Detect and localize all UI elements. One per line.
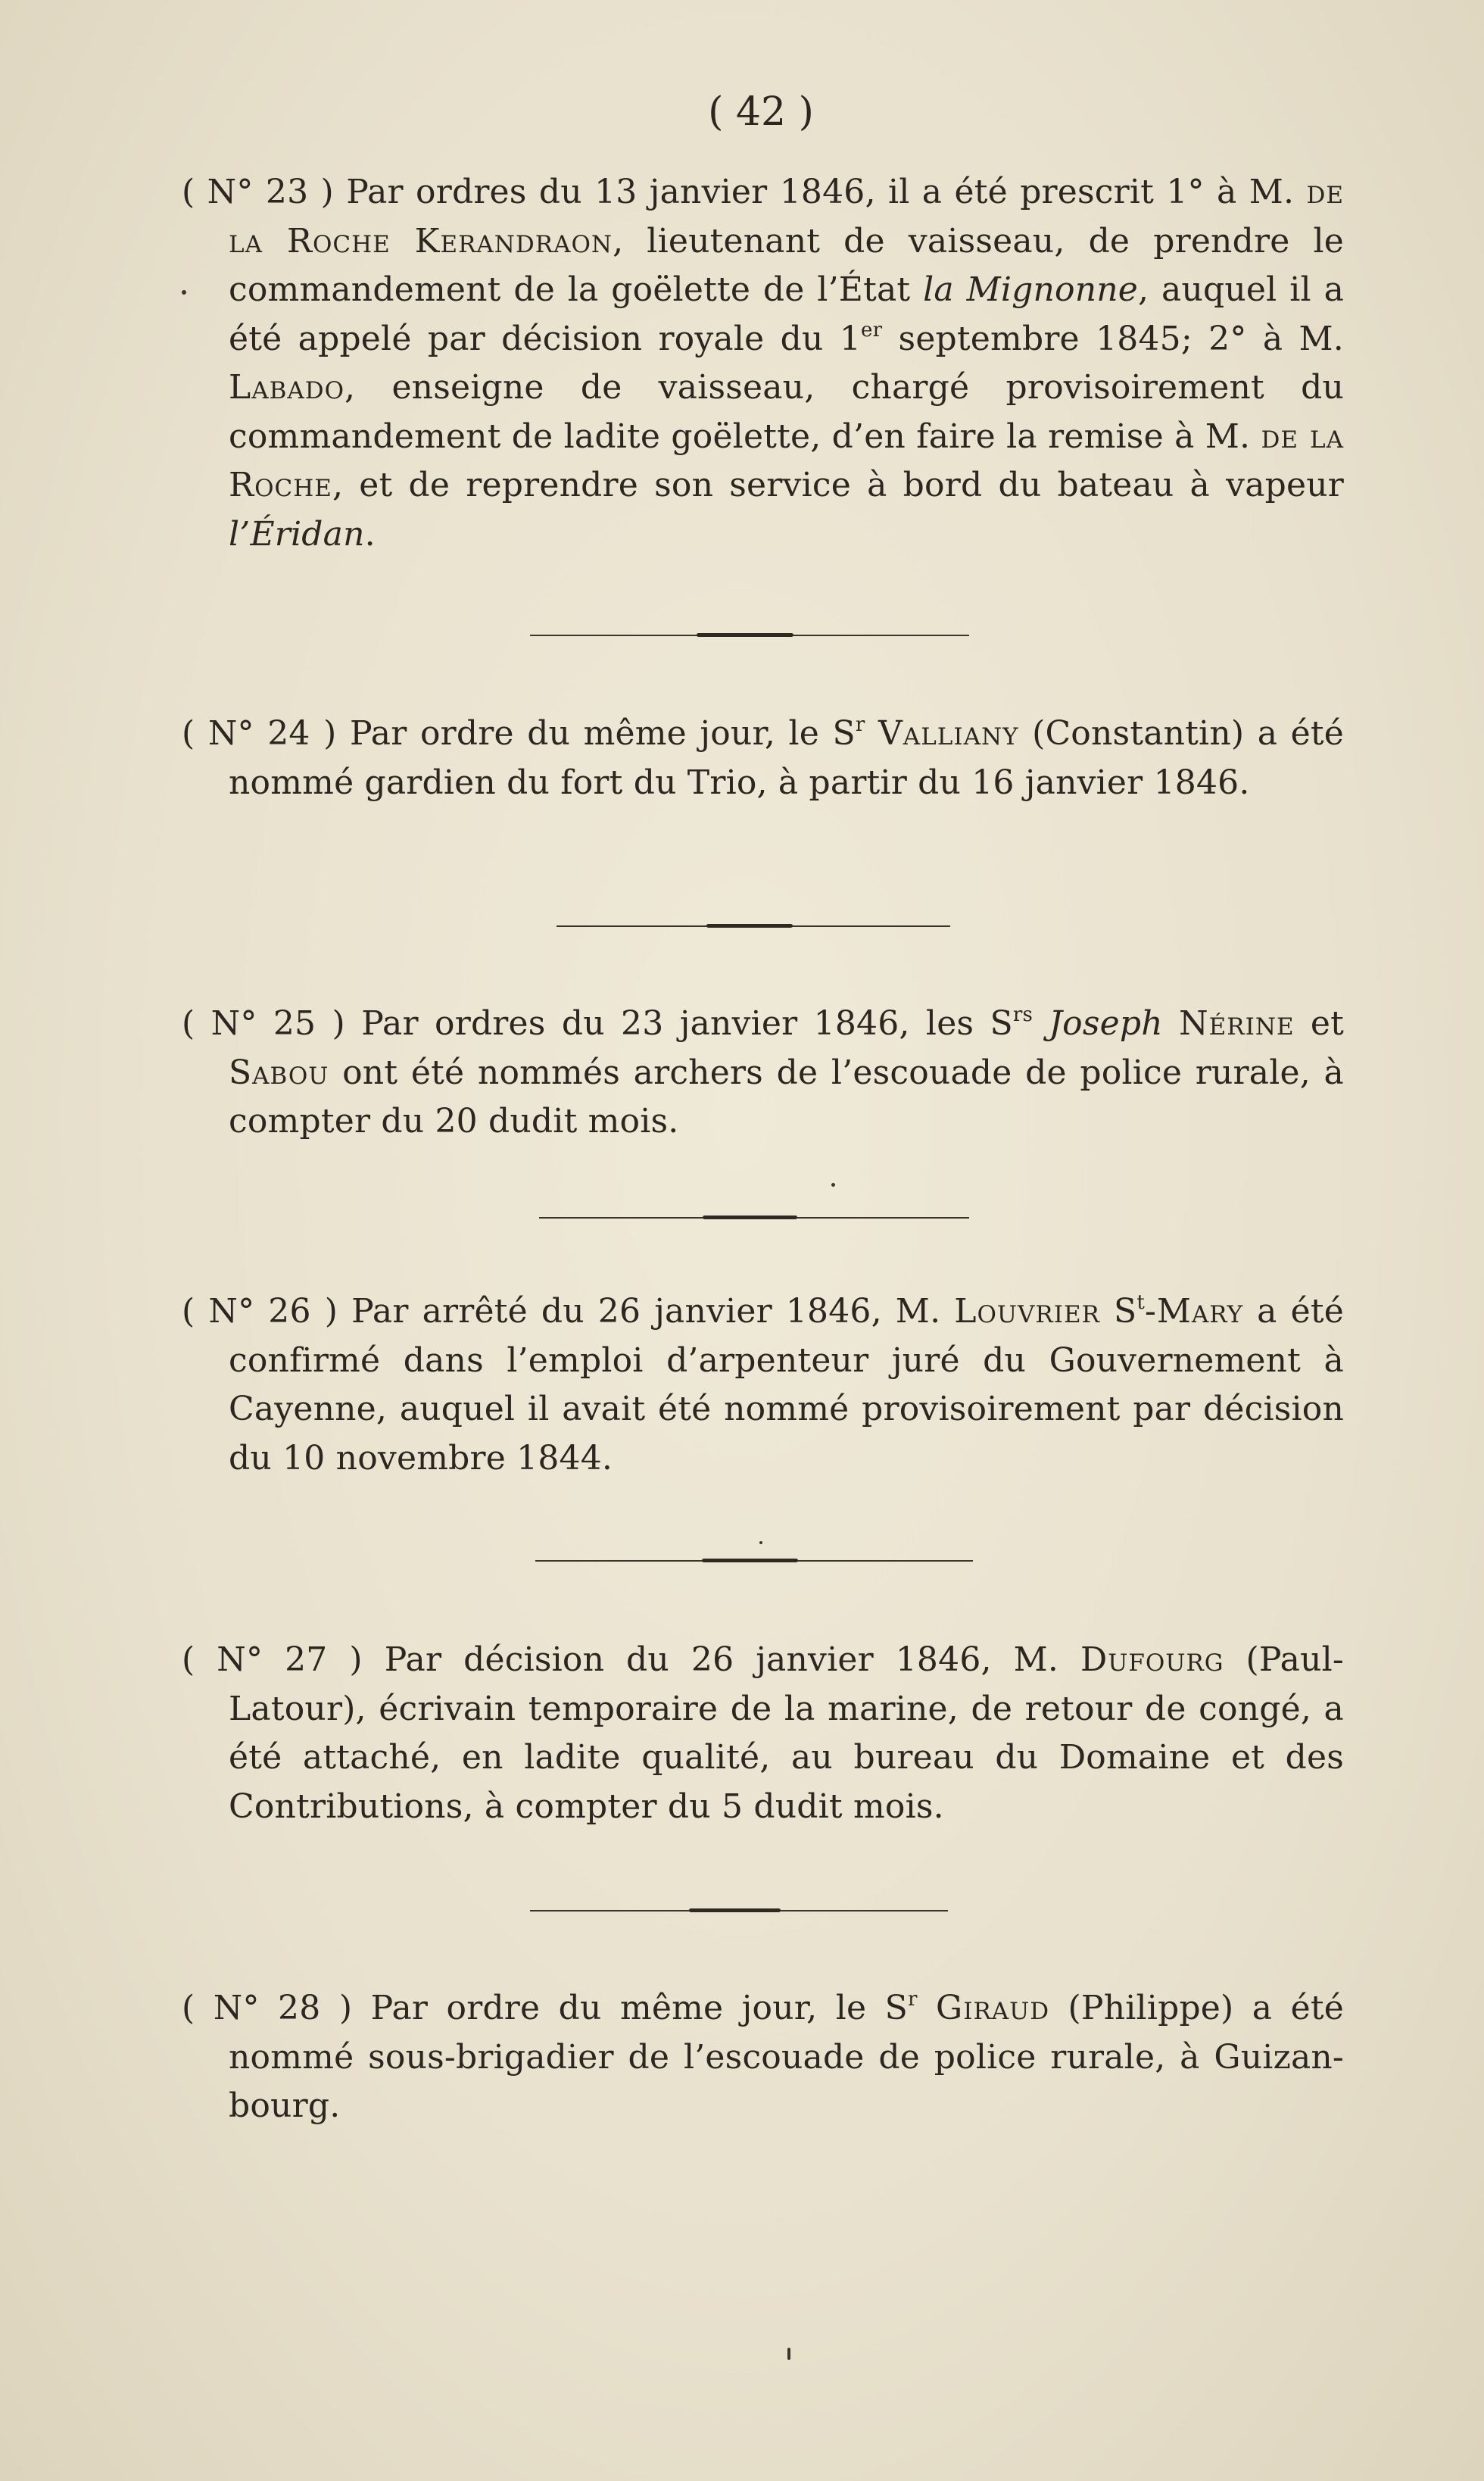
paper-speck xyxy=(831,1183,835,1187)
paper-speck xyxy=(182,290,186,295)
entry-number: ( N° 25 ) xyxy=(182,1004,345,1043)
entry-text: , auquel il a été appelé par décision royale du 1 xyxy=(229,270,1345,358)
entry-23 xyxy=(182,168,1344,559)
entry-text: , lieutenant de vaisseau, de prendre le commandement de la goëlette de l’État xyxy=(229,221,1344,309)
entry-text xyxy=(865,714,879,753)
entry-28-text xyxy=(182,1984,1344,2131)
ship-name: l’Éridan xyxy=(229,514,365,554)
person-name: -Mary xyxy=(1144,1292,1244,1331)
entry-26-text xyxy=(182,1287,1344,1483)
separator-rule xyxy=(530,1910,948,1911)
entry-text: ont été nommés archers de l’escouade de police rurale, à compter du 20 dudit mois. xyxy=(229,1053,1344,1141)
entry-27 xyxy=(182,1636,1344,1831)
person-name: de la Roche Kerandraon xyxy=(229,173,1344,261)
entry-text xyxy=(1163,1004,1179,1043)
ship-name: la Mignonne xyxy=(923,270,1139,309)
entry-text: et xyxy=(1294,1004,1345,1043)
entry-text: (Constantin) a été nommé gardien du fort du Trio, à partir du 16 janvier 1846. xyxy=(229,714,1344,802)
separator-rule xyxy=(539,1217,969,1219)
entry-27-text xyxy=(182,1636,1344,1831)
person-name: Giraud xyxy=(936,1989,1050,2027)
entry-number: ( N° 26 ) xyxy=(182,1292,338,1331)
entry-text: septembre 1845; 2° à M. xyxy=(882,319,1344,358)
entry-25 xyxy=(182,1000,1344,1147)
entry-number: ( N° 23 ) xyxy=(182,173,334,211)
separator-rule xyxy=(535,1560,973,1562)
person-name: Dufourg xyxy=(1080,1640,1224,1679)
entry-text: . xyxy=(364,514,376,554)
superscript: r xyxy=(855,713,865,736)
entry-text: Par ordres du 23 janvier 1846, les S xyxy=(344,1004,1013,1043)
entry-24 xyxy=(182,710,1344,807)
person-name: de la Roche xyxy=(229,417,1344,504)
entry-text: Par ordre du même jour, le S xyxy=(336,714,856,753)
entry-text xyxy=(918,1989,936,2027)
superscript: rs xyxy=(1012,1003,1034,1026)
paper-speck xyxy=(787,2348,790,2360)
entry-number: ( N° 24 ) xyxy=(182,714,337,753)
entry-26 xyxy=(182,1287,1344,1483)
person-name: Sabou xyxy=(229,1053,329,1092)
entry-text: (Paul-Latour), écrivain temporaire de la marine, de retour de congé, a été attaché, en ladite qualité, au bureau du Domaine et des Contributions, à compter du 5 dudit mois. xyxy=(229,1640,1344,1826)
entry-28 xyxy=(182,1984,1344,2131)
given-name: Joseph xyxy=(1049,1004,1163,1043)
entry-text: S xyxy=(1099,1292,1137,1331)
entry-text: , et de reprendre son service à bord du bateau à vapeur xyxy=(332,466,1344,504)
superscript: r xyxy=(908,1988,918,2011)
entry-23-text xyxy=(182,168,1344,559)
superscript: t xyxy=(1136,1291,1145,1314)
page-number: ( 42 ) xyxy=(708,89,814,135)
entry-text xyxy=(1033,1004,1049,1043)
person-name: Valliany xyxy=(878,714,1019,753)
entry-25-text xyxy=(182,1000,1344,1147)
superscript: er xyxy=(861,318,883,342)
person-name: Labado xyxy=(229,368,345,407)
entry-24-text xyxy=(182,710,1344,807)
entry-text: Par décision du 26 janvier 1846, M. xyxy=(362,1640,1080,1679)
entry-text: Par ordre du même jour, le S xyxy=(352,1989,908,2027)
entry-text: , enseigne de vaisseau, chargé provisoirement du commandement de ladite goëlette, d’en faire la remise à M. xyxy=(229,368,1344,456)
entry-text: (Philippe) a été nommé sous-brigadier de l’escouade de police rurale, à Guizan-bourg. xyxy=(229,1989,1345,2125)
entry-text: a été confirmé dans l’emploi d’arpenteur juré du Gouvernement à Cayenne, auquel il avait été nommé provisoirement par décision du 10 novembre 1844. xyxy=(229,1292,1344,1478)
paper-speck xyxy=(759,1541,762,1544)
entry-text: Par ordres du 13 janvier 1846, il a été prescrit 1° à M. xyxy=(333,173,1307,211)
entry-number: ( N° 27 ) xyxy=(182,1640,363,1679)
entry-text: Par arrêté du 26 janvier 1846, M. xyxy=(338,1292,955,1331)
person-name: Louvrier xyxy=(954,1292,1100,1331)
entry-number: ( N° 28 ) xyxy=(182,1989,353,2027)
separator-rule xyxy=(530,635,969,636)
separator-rule xyxy=(556,925,950,927)
person-name: Nérine xyxy=(1179,1004,1295,1043)
